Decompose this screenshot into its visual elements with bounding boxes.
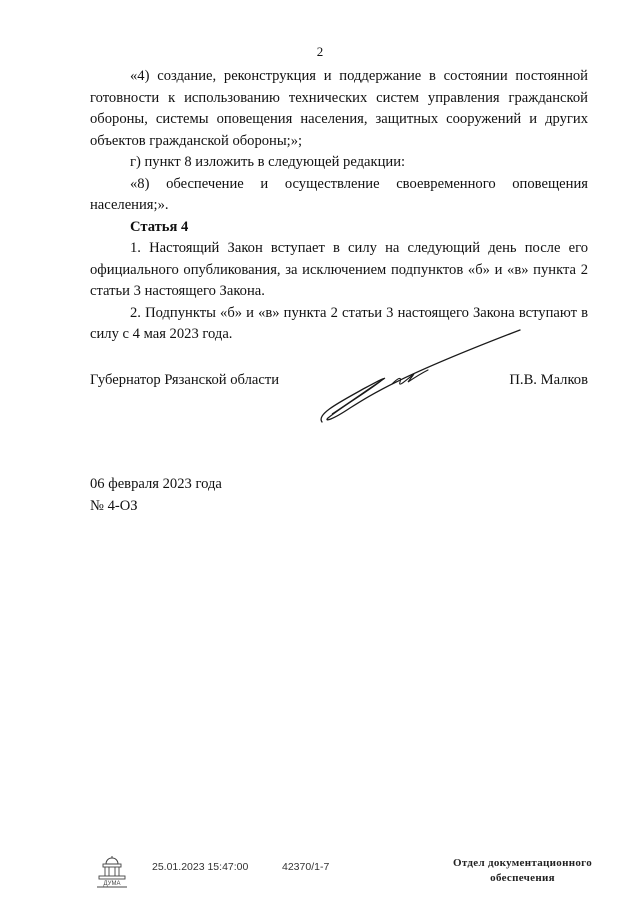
- paragraph-point-g: г) пункт 8 изложить в следующей редакции:: [130, 154, 406, 170]
- document-date: 06 февраля 2023 года: [90, 476, 222, 492]
- svg-text:ДУМА: ДУМА: [103, 881, 121, 887]
- department-line-1: Отдел документационного: [452, 857, 592, 869]
- duma-building-icon: [95, 856, 129, 888]
- governor-name: П.В. Малков: [509, 372, 588, 388]
- document-date-block: [90, 474, 222, 517]
- paragraph-item-4: «4) создание, реконструкция и поддержание в состоянии постоянной готовности к использованию технических систем управления гражданской обороны, системы оповещения населения, защитных сооружений и других объектов гражданской обороны;»;: [90, 68, 588, 149]
- handwritten-signature: [310, 322, 530, 432]
- document-number: № 4-ОЗ: [90, 497, 138, 514]
- footer-timestamp: 25.01.2023 15:47:00: [152, 861, 249, 873]
- document-body: [90, 66, 588, 346]
- governor-title: Губернатор Рязанской области: [90, 372, 280, 388]
- department-line-2: обеспечения: [490, 872, 555, 884]
- footer-code: 42370/1-7: [282, 861, 330, 873]
- department-stamp: [440, 856, 605, 886]
- paragraph-item-8: «8) обеспечение и осуществление своевременного оповещения населения;».: [90, 175, 588, 213]
- article-heading: Статья 4: [130, 218, 189, 235]
- page-number: 2: [316, 44, 324, 59]
- article-paragraph-1: 1. Настоящий Закон вступает в силу на следующий день после его официального опубликования, за исключением подпунктов «б» и «в» пункта 2 статьи 3 настоящего Закона.: [90, 240, 588, 299]
- article-paragraph-2: 2. Подпункты «б» и «в» пункта 2 статьи 3 настоящего Закона вступают в силу с 4 мая 2023 года.: [90, 304, 588, 342]
